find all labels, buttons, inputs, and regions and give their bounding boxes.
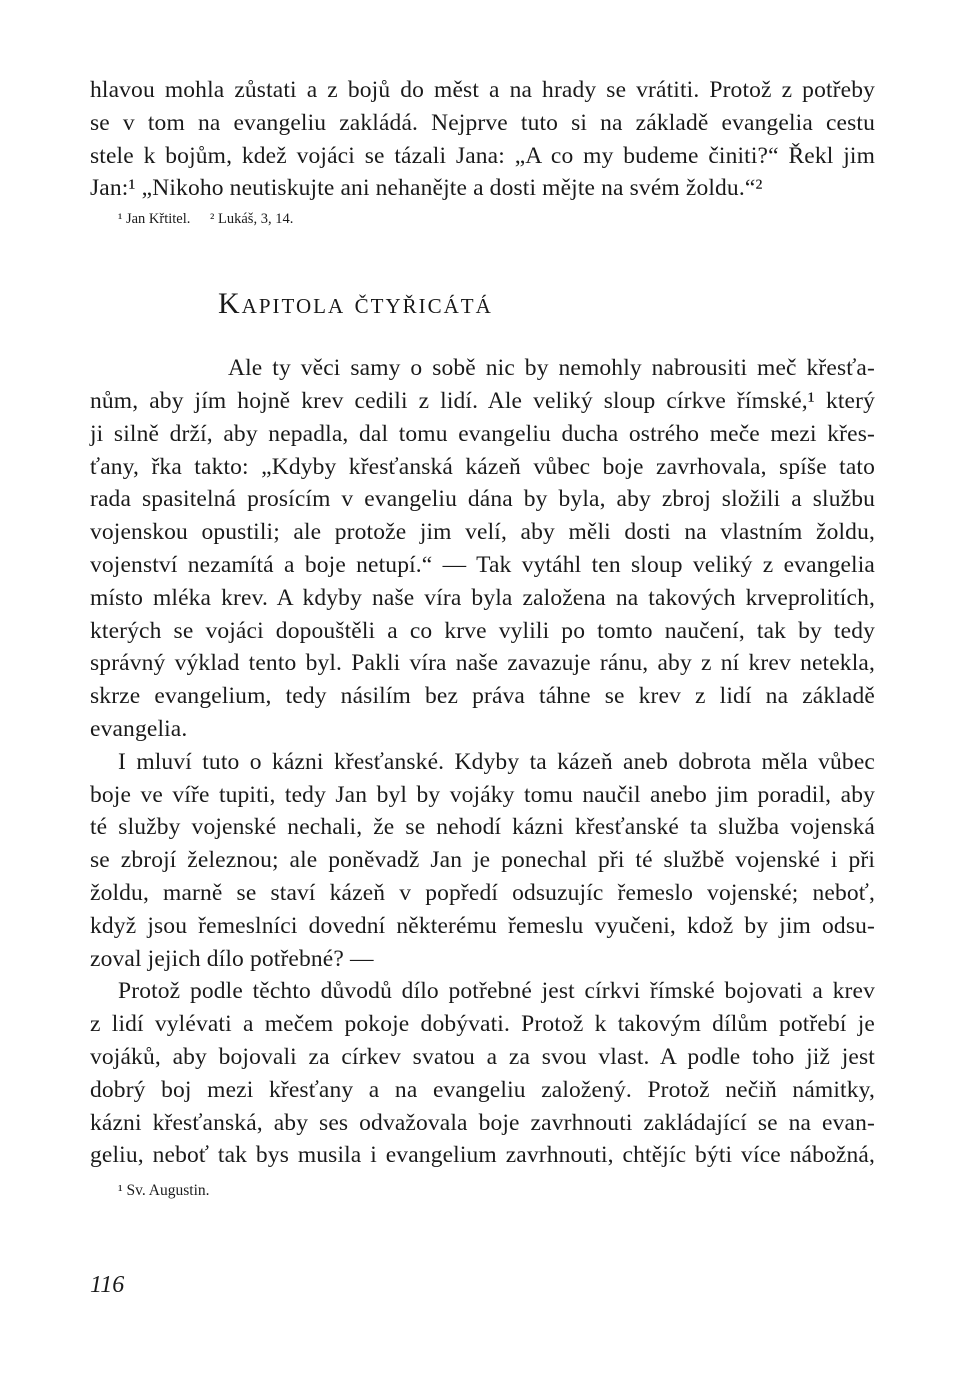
text-line: geliu, neboť tak bys musila i evangelium zavrhnouti, chtějíc býti více nábožná, <box>90 1142 875 1169</box>
text-line: rada spasitelná prosícím v evangeliu dána by byla, aby zbroj složili a službu <box>90 486 875 513</box>
paragraph-3 <box>90 975 875 1172</box>
text-line: se v tom na evangeliu zakládá. Nejprve tuto si na základě evangelia cestu <box>90 109 875 136</box>
text-line: kázni křesťanská, aby ses odvažovala boje zavrhnouti zakládající se na evan- <box>90 1109 875 1136</box>
text-line: I mluví tuto o kázni křesťanské. Kdyby ta kázeň aneb dobrota měla vůbec <box>118 748 875 775</box>
text-line: ji silně drží, aby nepadla, dal tomu evangeliu ducha ostrého meče mezi křes- <box>90 420 875 447</box>
top-paragraph <box>90 74 875 205</box>
text-line: Jan:¹ „Nikoho neutiskujte ani nehanějte a dosti mějte na svém žoldu.“² <box>90 175 763 202</box>
text-line: evangelia. <box>90 715 188 742</box>
text-line: ťany, řka takto: „Kdyby křesťanská kázeň vůbec boje zavrhovala, spíše tato <box>90 453 875 480</box>
paragraph-1 <box>90 352 875 746</box>
text-line: když jsou řemeslníci dovední některému řemeslu vyučeni, kdož by jim odsu- <box>90 912 875 939</box>
footnote: ¹ Jan Křtitel. <box>118 211 191 228</box>
text-line: z lidí vylévati a mečem pokoje dobývati. Protož k takovým dílům potřebí je <box>90 1011 875 1038</box>
chapter-heading: Kapitola čtyřicátá <box>218 287 493 321</box>
text-line: správný výklad tento byl. Pakli víra naše zavazuje ránu, aby z ní krev netekla, <box>90 650 875 677</box>
text-line: zoval jejich dílo potřebné? — <box>90 945 374 972</box>
page-number: 116 <box>90 1272 125 1298</box>
text-line: vojáků, aby bojovali za církev svatou a za svou vlast. A podle toho již jest <box>90 1043 875 1070</box>
text-line: nům, aby jím hojně krev cedili z lidí. Ale veliký sloup církve římské,¹ který <box>90 387 875 414</box>
text-line: Ale ty věci samy o sobě nic by nemohly nabrousiti meč křesťa- <box>228 355 875 382</box>
footnote-bottom: ¹ Sv. Augustin. <box>118 1182 210 1200</box>
footnote: ² Lukáš, 3, 14. <box>210 211 294 228</box>
paragraph-2 <box>90 746 875 976</box>
page-body <box>90 74 875 1200</box>
text-line: místo mléka krev. A kdyby naše víra byla založena na takových krveprolitích, <box>90 584 875 611</box>
text-line: hlavou mohla zůstati a z bojů do měst a na hrady se vrátiti. Protož z potřeby <box>90 77 875 103</box>
text-line: Protož podle těchto důvodů dílo potřebné jest církvi římské bojovati a krev <box>118 978 875 1005</box>
text-line: skrze evangelium, tedy násilím bez práva táhne se krev z lidí na základě <box>90 683 875 710</box>
text-line: boje ve víře tupiti, tedy Jan byl by vojáky tomu naučil anebo jim poradil, aby <box>90 781 875 808</box>
text-line: stele k bojům, kdež vojáci se tázali Jana: „A co my budeme činiti?“ Řekl jim <box>90 142 875 169</box>
text-line: té služby vojenské nechali, že se nehodí kázni křesťanské ta služba vojenská <box>90 814 875 841</box>
text-line: se zbrojí železnou; ale poněvadž Jan je ponechal při té službě vojenské i při <box>90 847 875 874</box>
text-line: dobrý boj mezi křesťany a na evangeliu založený. Protož nečiň námitky, <box>90 1076 875 1103</box>
footnotes-top <box>90 209 875 229</box>
text-line: vojenskou opustili; ale protože jim velí, aby měli dosti na vlastním žoldu, <box>90 519 875 546</box>
text-line: vojenství nezamítá a boje netupí.“ — Tak vytáhl ten sloup veliký z evangelia <box>90 551 875 578</box>
text-line: kterých se vojáci dopouštěli a co krve vylili po tomto naučení, tak by tedy <box>90 617 875 644</box>
text-line: žoldu, marně se staví kázeň v popředí odsuzujíc řemeslo vojenské; neboť, <box>90 879 875 906</box>
